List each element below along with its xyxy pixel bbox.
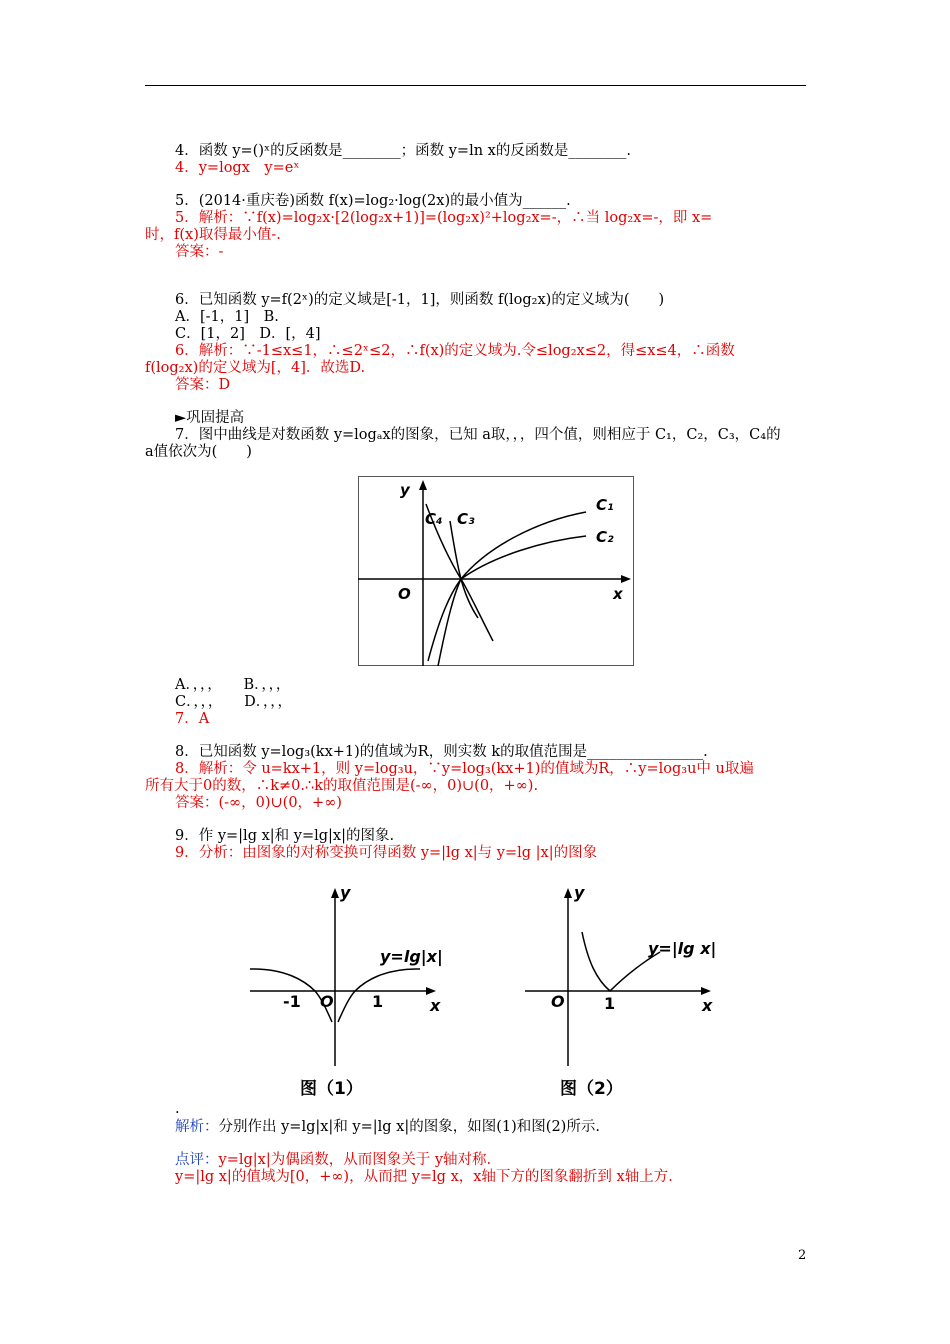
q8-text: 8．已知函数 y=log₃(kx+1)的值域为R，则实数 k的取值范围是________________. (175, 744, 708, 760)
q9-remark (175, 1152, 491, 1169)
header-rule (145, 85, 806, 86)
g2-one-label: 1 (604, 994, 616, 1013)
q6-solution-1: 6．解析：∵-1≤x≤1，∴≤2ˣ≤2，∴f(x)的定义域为.令≤log₂x≤2，得≤x≤4，∴函数 (175, 343, 735, 359)
g1-one-label: 1 (372, 992, 384, 1011)
g2-curve-label: y=|lg x| (648, 939, 717, 958)
g2-caption: 图（2） (560, 1079, 623, 1099)
fig7-x-label: x (613, 585, 623, 603)
q9-remark-2: y=|lg x|的值域为[0，+∞)，从而把 y=lg x，x轴下方的图象翻折到 x轴上方. (175, 1169, 673, 1185)
q9-text: 9．作 y=|lg x|和 y=lg|x|的图象. (175, 828, 395, 844)
q6-text: 6．已知函数 y=f(2ˣ)的定义域是[-1，1]，则函数 f(log₂x)的定义域为( ) (175, 292, 665, 308)
fig7-c4-label: C₄ (425, 510, 443, 528)
fig7-y-label: y (400, 481, 410, 499)
g1-neg1-label: -1 (283, 992, 301, 1011)
q6-answer: 答案：D (175, 377, 231, 393)
q9-solution-text: 分别作出 y=lg|x|和 y=|lg x|的图象，如图(1)和图(2)所示. (218, 1119, 600, 1135)
q9-solution-label: 解析： (175, 1119, 219, 1135)
q5-answer: 答案：- (175, 244, 224, 260)
page-number: 2 (798, 1248, 807, 1263)
q7-text-2: a值依次为( ) (145, 444, 252, 460)
q6-solution-2: f(log₂x)的定义域为[，4]．故选D. (145, 360, 366, 376)
q9-analysis: 9．分析：由图象的对称变换可得函数 y=|lg x|与 y=lg |x|的图象 (175, 845, 598, 861)
q9-remark-label: 点评： (175, 1152, 219, 1168)
q7-options-2: C．，，， D．，，， (175, 694, 292, 710)
fig7-c1-label: C₁ (596, 496, 614, 514)
g1-x-label: x (430, 996, 441, 1015)
q8-solution-2: 所有大于0的数，∴k≠0.∴k的取值范围是(-∞，0)∪(0，+∞). (145, 778, 539, 794)
g1-y-label: y (340, 883, 351, 902)
g2-origin-label: O (551, 992, 565, 1011)
fig7-c2-label: C₂ (596, 528, 614, 546)
q4-text: 4．函数 y=()ˣ的反函数是________；函数 y=ln x的反函数是________. (175, 143, 631, 159)
q4-answer: 4．y=logx y=eˣ (175, 160, 300, 176)
q7-text-1: 7．图中曲线是对数函数 y=logₐx的图象，已知 a取，，，四个值，则相应于 C₁，C₂，C₃，C₄的 (175, 427, 781, 443)
g2-y-label: y (574, 883, 585, 902)
q5-solution-1: 5．解析：∵f(x)=log₂x·[2(log₂x+1)]=(log₂x)²+log₂x=-，∴当 log₂x=-，即 x= (175, 210, 713, 226)
figure-7-log-curves (358, 476, 634, 666)
q9-remark-text: y=lg|x|为偶函数，从而图象关于 y轴对称. (218, 1152, 492, 1168)
q5-text: 5．(2014·重庆卷)函数 f(x)=log₂·log(2x)的最小值为______. (175, 193, 571, 209)
g1-curve-label: y=lg|x| (380, 947, 443, 966)
section-heading: ►巩固提高 (175, 410, 245, 426)
figure-9-graphs (240, 876, 730, 1110)
q8-solution-1: 8．解析：令 u=kx+1，则 y=log₃u，∵y=log₃(kx+1)的值域为R，∴y=log₃u中 u取遍 (175, 761, 754, 777)
q5-solution-2: 时，f(x)取得最小值-. (145, 227, 281, 243)
graph-1-lg-abs-x (250, 883, 443, 1099)
q8-answer: 答案：(-∞，0)∪(0，+∞) (175, 795, 342, 811)
q6-options-2: C．[1，2] D．[，4] (175, 326, 321, 342)
g2-x-label: x (702, 996, 713, 1015)
q7-options-1: A．，，， B．，，， (175, 677, 291, 693)
q7-answer: 7．A (175, 711, 210, 727)
q6-options-1: A．[-1，1] B. (175, 309, 279, 325)
fig7-origin-label: O (398, 585, 411, 603)
g1-origin-label: O (320, 992, 334, 1011)
stray-dot: . (175, 1101, 180, 1117)
graph-2-abs-lg-x (525, 883, 716, 1099)
q9-solution (175, 1119, 600, 1136)
g1-caption: 图（1） (300, 1079, 363, 1099)
fig7-c3-label: C₃ (457, 510, 475, 528)
